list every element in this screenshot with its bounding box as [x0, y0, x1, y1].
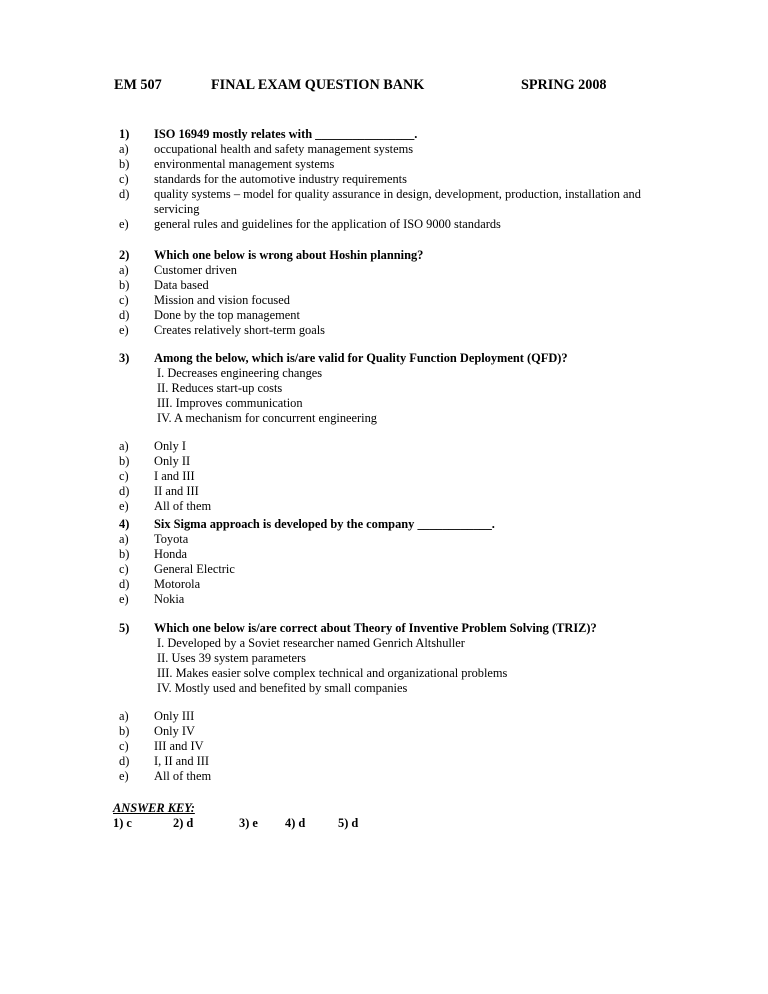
option-text: II and III: [154, 484, 199, 498]
option-text: Only III: [154, 709, 195, 723]
option-letter: d): [119, 577, 130, 591]
statement: [119, 396, 679, 411]
option: [119, 142, 679, 157]
option-letter: d): [119, 754, 130, 768]
question-1: [119, 127, 679, 232]
option-text: quality systems – model for quality assurance in design, development, production, installation and servicing: [154, 187, 641, 216]
option-text: III and IV: [154, 739, 204, 753]
question-text: Six Sigma approach is developed by the company ____________.: [154, 517, 495, 531]
option-letter: c): [119, 469, 129, 483]
option: [119, 709, 679, 724]
option-letter: c): [119, 293, 129, 307]
option: [119, 769, 679, 784]
option: [119, 263, 679, 278]
statement: [119, 366, 679, 381]
statement: [119, 666, 679, 681]
option-letter: a): [119, 263, 129, 277]
option-letter: a): [119, 709, 129, 723]
page-header: [114, 78, 634, 98]
option-letter: c): [119, 562, 129, 576]
option-letter: c): [119, 739, 129, 753]
option-text: General Electric: [154, 562, 235, 576]
option-text: Mission and vision focused: [154, 293, 290, 307]
option-text: occupational health and safety management systems: [154, 142, 414, 156]
option-letter: b): [119, 724, 130, 738]
option-letter: a): [119, 142, 129, 156]
option-text: Customer driven: [154, 263, 237, 277]
answer-key-row: [113, 816, 359, 831]
option-text: I and III: [154, 469, 195, 483]
option-letter: e): [119, 592, 129, 606]
statement-text: IV. Mostly used and benefited by small companies: [157, 681, 408, 695]
question-2: [119, 248, 679, 338]
answer-item: 1) c: [113, 816, 132, 830]
statement: [119, 411, 679, 426]
statement-text: II. Uses 39 system parameters: [157, 651, 306, 665]
option-letter: d): [119, 308, 130, 322]
statement: [119, 651, 679, 666]
question-prompt: [119, 351, 679, 366]
question-text: Which one below is/are correct about Theory of Inventive Problem Solving (TRIZ)?: [154, 621, 597, 635]
option-text: Nokia: [154, 592, 185, 606]
option: [119, 217, 679, 232]
question-text: Which one below is wrong about Hoshin planning?: [154, 248, 424, 262]
course-code: EM 507: [114, 77, 162, 93]
question-number: 1): [119, 127, 130, 141]
option-letter: b): [119, 157, 130, 171]
option: [119, 547, 679, 562]
option-letter: e): [119, 217, 129, 231]
option: [119, 577, 679, 592]
option-text: standards for the automotive industry requirements: [154, 172, 407, 186]
option-text: Toyota: [154, 532, 189, 546]
option-text: Honda: [154, 547, 188, 561]
question-prompt: [119, 248, 679, 263]
option-letter: e): [119, 323, 129, 337]
answer-item: 4) d: [285, 816, 306, 830]
option: [119, 157, 679, 172]
question-text: ISO 16949 mostly relates with ________________.: [154, 127, 418, 141]
statement: [119, 636, 679, 651]
question-prompt: [119, 127, 679, 142]
option: [119, 532, 679, 547]
answer-item: 2) d: [173, 816, 194, 830]
option-letter: d): [119, 484, 130, 498]
option-letter: c): [119, 172, 129, 186]
option: [119, 439, 679, 454]
option: [119, 187, 679, 217]
question-3: [119, 351, 679, 514]
option-letter: e): [119, 769, 129, 783]
statement-text: I. Decreases engineering changes: [157, 366, 323, 380]
option-letter: b): [119, 278, 130, 292]
question-number: 4): [119, 517, 130, 531]
page-title: FINAL EXAM QUESTION BANK: [211, 77, 425, 93]
option: [119, 323, 679, 338]
option-text: Only IV: [154, 724, 195, 738]
option-text: environmental management systems: [154, 157, 335, 171]
term-label: SPRING 2008: [521, 77, 607, 93]
statement-text: IV. A mechanism for concurrent engineering: [157, 411, 377, 425]
option-letter: d): [119, 187, 130, 201]
option-letter: a): [119, 439, 129, 453]
option-text: Only II: [154, 454, 191, 468]
answer-item: 3) e: [239, 816, 258, 830]
option-text: Only I: [154, 439, 187, 453]
option-text: Done by the top management: [154, 308, 300, 322]
option: [119, 499, 679, 514]
question-prompt: [119, 517, 679, 532]
statement-text: III. Makes easier solve complex technical and organizational problems: [157, 666, 508, 680]
question-5: [119, 621, 679, 784]
option-text: All of them: [154, 499, 212, 513]
option: [119, 592, 679, 607]
question-number: 5): [119, 621, 130, 635]
option-text: I, II and III: [154, 754, 210, 768]
question-number: 3): [119, 351, 130, 365]
option: [119, 308, 679, 323]
statement-text: III. Improves communication: [157, 396, 303, 410]
option-text: Motorola: [154, 577, 201, 591]
option: [119, 469, 679, 484]
answer-key-title: ANSWER KEY:: [113, 801, 195, 815]
option-text: All of them: [154, 769, 212, 783]
option-letter: b): [119, 547, 130, 561]
answer-key: [113, 801, 359, 831]
answer-item: 5) d: [338, 816, 359, 830]
question-4: [119, 517, 679, 607]
option-letter: a): [119, 532, 129, 546]
option-text: Creates relatively short-term goals: [154, 323, 326, 337]
option: [119, 172, 679, 187]
option: [119, 562, 679, 577]
option: [119, 724, 679, 739]
option-text: general rules and guidelines for the application of ISO 9000 standards: [154, 217, 501, 231]
option-letter: b): [119, 454, 130, 468]
option: [119, 293, 679, 308]
option: [119, 484, 679, 499]
option-text: Data based: [154, 278, 209, 292]
question-text: Among the below, which is/are valid for Quality Function Deployment (QFD)?: [154, 351, 568, 365]
question-number: 2): [119, 248, 130, 262]
option: [119, 454, 679, 469]
question-prompt: [119, 621, 679, 636]
statement: [119, 381, 679, 396]
option: [119, 754, 679, 769]
statement-text: II. Reduces start-up costs: [157, 381, 283, 395]
option: [119, 278, 679, 293]
option: [119, 739, 679, 754]
statement: [119, 681, 679, 696]
option-letter: e): [119, 499, 129, 513]
statement-text: I. Developed by a Soviet researcher named Genrich Altshuller: [157, 636, 465, 650]
